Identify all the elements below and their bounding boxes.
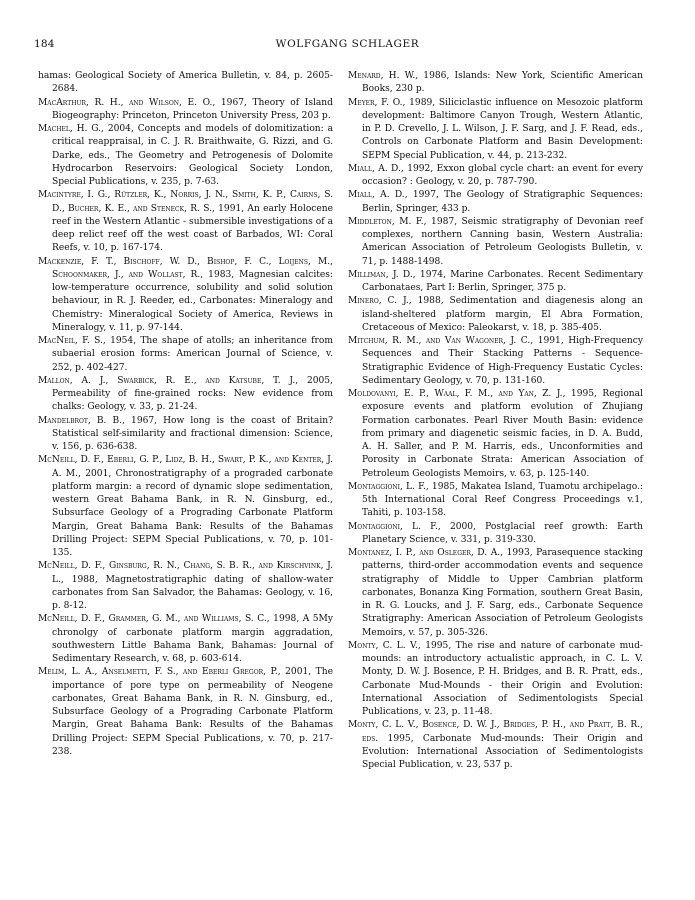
reference-text: 1989, Siliciclastic influence on Mesozoic platform development: Baltimore Canyon Trough, Western Atlantic, in P. D. Crevello, J. L. Wilson, J. F. Sarg, and J. F. Read, eds., Controls on Carbonate Platform and Basin Development: SEPM Special Publication, v. 44, p. 213-232. [362,97,643,161]
reference-authors: MacArthur, R. H., and Wilson, E. O., [38,97,216,108]
reference-text: 1993, Parasequence stacking patterns, third-order accommodation events and sequence stratigraphy of Middle to Upper Cambrian platform carbonates, Bonanza King Formation, southern Great Basin, in R. G. Loucks, and J. F. Sarg, eds., Carbonate Sequence Stratigraphy: American Association of Petroleum Geologists Memoirs, v. 57, p. 305-326. [362,548,643,638]
reference-authors: Middleton, M. F., [348,216,427,227]
reference-text: 1998, A 5My chronolgy of carbonate platform margin aggradation, southwestern Little Bahama Bank, Bahamas: Journal of Sedimentary Research, v. 68, p. 603-614. [52,614,333,664]
reference-entry [38,415,333,455]
reference-text: 1995, The rise and nature of carbonate mud-mounds: an introductory actualistic approach, in C. L. V. Monty, D. W. J. Bosence, P. H. Bridges, and B. R. Pratt, eds., Carbonate Mud-Mounds - their Origin and Evolution: International Association of Sedimentologists Special Publications, v. 23, p. 11-48. [362,640,644,717]
reference-entry [38,189,333,255]
reference-text: 1988, Magnetostratigraphic dating of shallow-water carbonates from San Salvador, the Bahamas: Geology, v. 16, p. 8-12. [52,574,333,611]
references-left-column [38,70,333,759]
reference-text: hamas: Geological Society of America Bulletin, v. 84, p. 2605-2684. [38,71,333,95]
reference-text: 1967, How long is the coast of Britain? Statistical self-similarity and fractional dimension: Science, v. 156, p. 636-638. [52,415,333,452]
reference-authors: Montanez, I. P., and Osleger, D. A., [348,548,504,558]
reference-text: 1995, Regional exposure events and platform evolution of Zhujiang Formation carbonates. Pearl River Mouth Basin: evidence from primary and diagenetic seismic facies, in D. A. Budd, A. H. Saller, and P. M. Harris, eds., Unconformities and Porosity in Carbonate Strata: American Association of Petroleum Geologists Memoirs, v. 63, p. 125-140. [362,389,643,479]
reference-authors: Miall, A. D., [348,163,404,174]
reference-authors: Monty, C. L. V., Bosence, D. W. J., Bridges, P. H., and Pratt, B. R., eds. [348,720,643,744]
reference-text: 1991, An early Holocene reef in the Western Atlantic - submersible investigations of a deep relict reef off the west coast of Barbados, WI: Coral Reefs, v. 10, p. 167-174. [52,203,334,254]
reference-entry [38,613,333,666]
reference-authors: Milliman, J. D., [348,269,416,280]
reference-text: 1967, Theory of Island Biogeography: Princeton, Princeton University Press, 203 p. [52,97,333,121]
references-right-column [348,70,643,772]
reference-text: 1987, Seismic stratigraphy of Devonian reef complexes, northern Canning basin, Western Australia: American Association of Petroleum Geologists Bulletin, v. 71, p. 1488-1498. [362,216,643,267]
reference-text: 2001, Chronostratigraphy of a prograded carbonate platform margin: a record of dynamic slope sedimentation, western Great Bahama Bank, in R. N. Ginsburg, ed., Subsurface Geology of a Prograding Carbonate Platform Margin, Great Bahama Bank: Results of the Bahamas Drilling Project: SEPM Special Publications, v. 70, p. 101-135. [52,468,333,558]
reference-entry [348,481,643,521]
reference-authors: McNeill, D. F., Ginsburg, R. N., Chang, S. B. R., and Kirschvink, J. L., [38,561,333,585]
reference-entry [348,295,643,335]
reference-authors: Moldovanyi, E. P., Waal, F. M., and Yan, Z. J., [348,389,566,399]
reference-entry [348,547,643,640]
reference-text: 1983, Magnesian calcites: low-temperature occurrence, solubility and solid solution behaviour, in R. J. Reeder, ed., Carbonates: Mineralogy and Chemistry: Mineralogical Society of America, Reviews in Mineralogy, v. 11, p. 97-144. [52,269,334,333]
reference-entry [38,97,333,124]
reference-text: 1992, Exxon global cycle chart: an event for every occasion? : Geology, v. 20, p. 787-790. [362,163,643,187]
reference-entry [348,521,643,548]
reference-entry [348,216,643,269]
reference-text: 1985, Makatea Island, Tuamotu archipelago.: 5th International Coral Reef Congress Proceedings v.1, Tahiti, p. 103-158. [362,481,643,519]
reference-authors: McNeill, D. F., Grammer, G. M., and Williams, S. C., [38,614,270,625]
reference-authors: Machel, H. G., [38,124,104,134]
reference-authors: Montaggioni, L. F., [348,481,429,492]
reference-entry [38,123,333,189]
reference-text: 2000, Postglacial reef growth: Earth Planetary Science, v. 331, p. 319-330. [362,521,643,545]
reference-entry [348,269,643,296]
reference-authors: Monty, C. L. V., [348,640,421,651]
reference-entry [348,70,643,97]
reference-text: 1988, Sedimentation and diagenesis along an island-sheltered platform margin, El Abra Formation, Cretaceous of Mexico: Paleokarst, v. 18, p. 385-405. [362,296,643,333]
reference-entry [348,388,643,481]
page-number: 184 [34,38,55,50]
reference-text: 1974, Marine Carbonates. Recent Sedimentary Carbonataes, Part I: Berlin, Springer, 375 p. [362,269,643,293]
reference-text: 1997, The Geology of Stratigraphic Sequences: Berlin, Springer, 433 p. [362,190,643,214]
reference-authors: Menard, H. W., [348,71,419,81]
reference-authors: Mandelbrot, B. B., [38,415,125,426]
reference-entry [348,163,643,190]
reference-authors: Montaggioni, L. F., [348,521,441,532]
reference-authors: MacNeil, F. S., [38,336,106,346]
reference-text: 1991, High-Frequency Sequences and Their Stacking Patterns - Sequence-Stratigraphic Evidence of High-Frequency Eustatic Cycles: Sedimentary Geology, v. 70, p. 131-160. [362,336,643,386]
reference-text: 1986, Islands: New York, Scientific American Books, 230 p. [362,71,643,95]
reference-authors: Miall, A. D., [348,190,408,201]
reference-entry [38,666,333,759]
reference-authors: Mitchum, R. M., and Van Wagoner, J. C., [348,336,534,346]
reference-authors: Meyer, F. O., [348,97,406,108]
reference-authors: Mackenzie, F. T., Bischoff, W. D., Bishop, F. C., Loijens, M., Schoonmaker, J., and Wollast, R., [38,256,333,280]
reference-text: 2001, The importance of pore type on permeability of Neogene carbonates, Great Bahama Bank, in R. N. Ginsburg, ed., Subsurface Geology of a Prograding Carbonate Platform Margin, Great Bahama Bank: Results of the Bahamas Drilling Project: SEPM Special Publications, v. 70, p. 217-238. [52,667,333,757]
reference-entry [38,335,333,375]
reference-authors: Macintyre, I. G., Rützler, K., Norris, J. N., Smith, K. P., Cairns, S. D., Bucher, K. E., and Steneck, R. S., [38,190,333,214]
reference-text: 1995, Carbonate Mud-mounds: Their Origin and Evolution: International Association of Sedimentologists Special Publication, v. 23, 537 p. [362,733,643,770]
reference-entry [38,560,333,613]
running-head: WOLFGANG SCHLAGER [275,38,420,50]
reference-entry [38,70,333,97]
reference-entry [38,256,333,336]
reference-authors: Mallon, A. J., Swarbick, R. E., and Katsube, T. J., [38,375,299,386]
reference-entry [348,719,643,772]
reference-text: 2004, Concepts and models of dolomitization: a critical reappraisal, in C. J. R. Braithwaite, G. Rizzi, and G. Darke, eds., The Geometry and Petrogenesis of Dolomite Hydrocarbon Reservoirs: Geological Society London, Special Publications, v. 235, p. 7-63. [52,124,333,187]
reference-entry [38,454,333,560]
reference-authors: Minero, C. J., [348,296,412,307]
reference-authors: McNeill, D. F., Eberli, G. P., Lidz, B. H., Swart, P. K., and Kenter, J. A. M., [38,455,333,479]
reference-entry [348,97,643,163]
reference-entry [348,189,643,216]
reference-entry [38,375,333,415]
reference-entry [348,335,643,388]
reference-text: 1954, The shape of atolls; an inheritance from subaerial erosion forms: American Journal of Science, v. 252, p. 402-427. [52,336,333,373]
reference-authors: Melim, L. A., Anselmetti, F. S., and Eberli Gregor, P., [38,667,281,678]
reference-entry [348,640,643,720]
reference-text: 2005, Permeability of fine-grained rocks: New evidence from chalks: Geology, v. 33, p. 21-24. [52,375,333,413]
